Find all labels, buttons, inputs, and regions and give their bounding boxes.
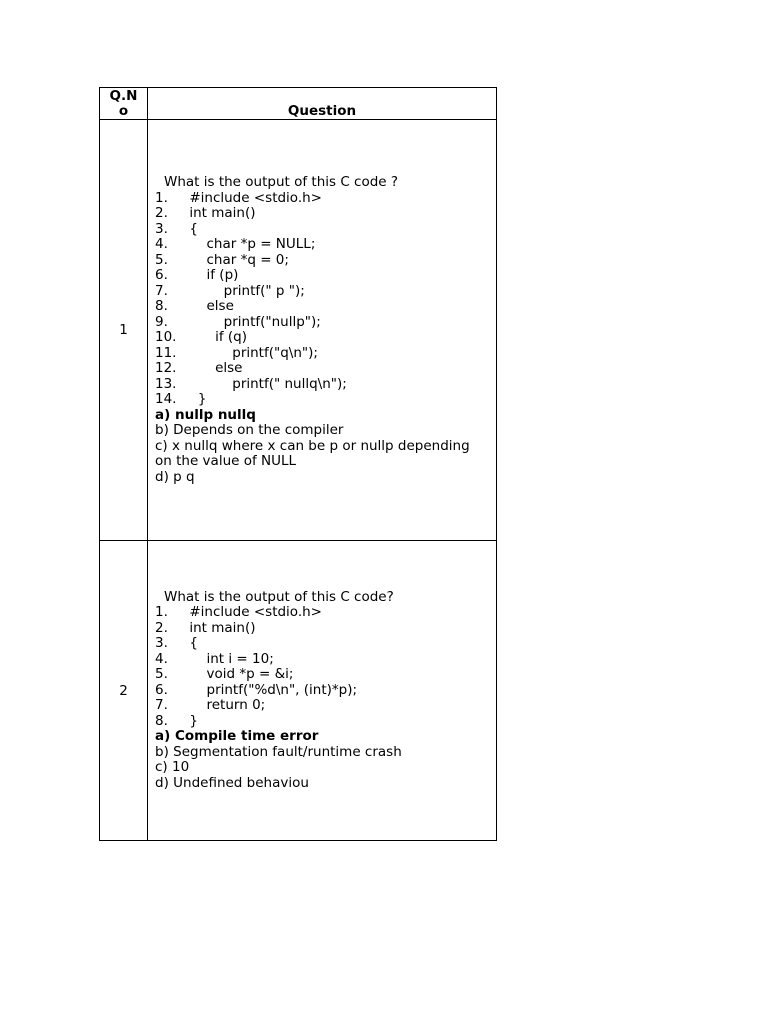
code-line: 6. printf("%d\n", (int)*p); [155, 681, 358, 698]
question-row [100, 541, 497, 841]
question-number: 2 [100, 541, 148, 841]
code-line: 10. if (q) [155, 329, 247, 345]
answer-option-d: d) p q [155, 468, 195, 485]
header-row [100, 88, 497, 120]
question-row [100, 120, 497, 541]
code-line: 8. } [155, 712, 198, 729]
code-line: 4. char *p = NULL; [155, 236, 316, 252]
code-line: 14. } [155, 391, 207, 407]
header-question: Question [148, 88, 497, 120]
code-line: 13. printf(" nullq\n"); [155, 375, 347, 392]
answer-option-c: c) x nullq where x can be p or nullp depending on the value of NULL [155, 437, 470, 469]
question-number: 1 [100, 120, 148, 541]
code-line: 1. #include <stdio.h> [155, 189, 322, 206]
question-table [99, 87, 497, 841]
code-line: 7. printf(" p "); [155, 282, 305, 299]
code-line: 9. printf("nullp"); [155, 313, 321, 330]
question-intro: What is the output of this C code ? [164, 174, 399, 190]
code-line: 12. else [155, 360, 243, 376]
answer-option-c: c) 10 [155, 759, 190, 776]
answer-option-a: a) Compile time error [155, 728, 319, 745]
question-cell [148, 120, 497, 541]
code-line: 2. int main() [155, 205, 256, 221]
code-line: 1. #include <stdio.h> [155, 604, 322, 621]
question-cell [148, 541, 497, 841]
code-line: 3. { [155, 220, 198, 237]
answer-option-b: b) Segmentation fault/runtime crash [155, 743, 402, 760]
code-line: 4. int i = 10; [155, 650, 274, 667]
header-qno: Q.No [100, 88, 148, 120]
answer-option-b: b) Depends on the compiler [155, 422, 344, 438]
code-line: 2. int main() [155, 619, 256, 636]
code-line: 6. if (p) [155, 267, 239, 283]
code-line: 5. void *p = &i; [155, 666, 294, 683]
question-intro: What is the output of this C code? [164, 588, 394, 605]
code-line: 3. { [155, 635, 198, 652]
answer-option-a: a) nullp nullq [155, 406, 256, 423]
code-line: 5. char *q = 0; [155, 251, 289, 268]
code-line: 8. else [155, 298, 234, 314]
answer-option-d: d) Undefined behaviou [155, 774, 309, 791]
code-line: 11. printf("q\n"); [155, 344, 318, 361]
code-line: 7. return 0; [155, 697, 266, 714]
